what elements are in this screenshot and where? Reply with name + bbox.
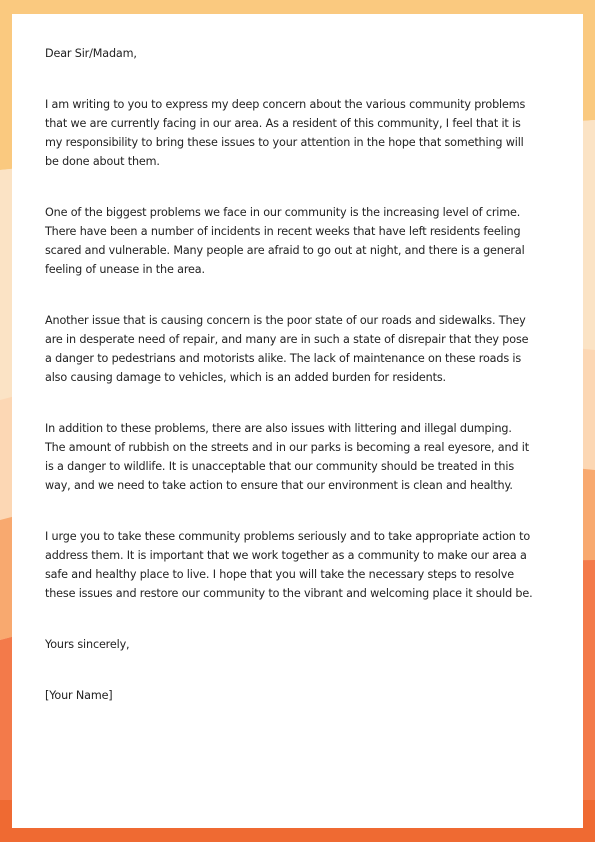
letter-paragraph: I urge you to take these community problems seriously and to take appropriate action to address them. It is important that we work together as a community to make our area a safe and healthy place to live. I hope that you will take the necessary steps to resolve these issues and restore our community to the vibrant and welcoming place it should be.: [45, 530, 533, 600]
letter-salutation: Dear Sir/Madam,: [45, 47, 137, 60]
letter-paragraph: One of the biggest problems we face in our community is the increasing level of crime. There have been a number of incidents in recent weeks that have left residents feeling scared and vulnerable. Many people are afraid to go out at night, and there is a general feeling of unease in the area.: [45, 206, 525, 276]
letter-paragraph: I am writing to you to express my deep concern about the various community problems that we are currently facing in our area. As a resident of this community, I feel that it is my responsibility to bring these issues to your attention in the hope that something will be done about them.: [45, 98, 526, 168]
letter-paragraph: Another issue that is causing concern is the poor state of our roads and sidewalks. They are in desperate need of repair, and many are in such a state of disrepair that they pose a danger to pedestrians and motorists alike. The lack of maintenance on these roads is also causing damage to vehicles, which is an added burden for residents.: [45, 314, 529, 384]
letter-signature: [Your Name]: [45, 689, 113, 702]
letter-body: [45, 44, 535, 737]
letter-closing: Yours sincerely,: [45, 638, 130, 651]
letter-paragraph: In addition to these problems, there are also issues with littering and illegal dumping. The amount of rubbish on the streets and in our parks is becoming a real eyesore, and it is a danger to wildlife. It is unacceptable that our community should be treated in this way, and we need to take action to ensure that our environment is clean and healthy.: [45, 422, 529, 492]
